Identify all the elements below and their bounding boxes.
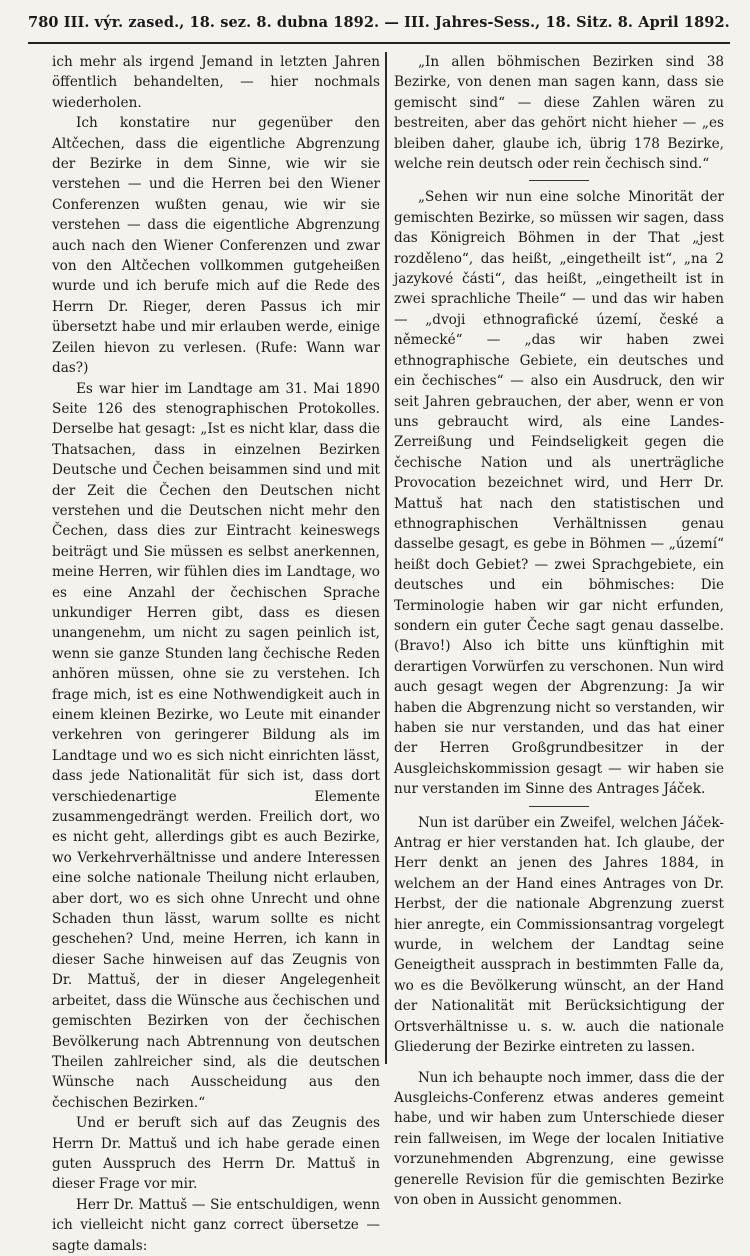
right-column	[394, 52, 724, 1210]
paragraph: Und er beruft sich auf das Zeugnis des Herrn Dr. Mattuš und ich habe gerade einen guten Ausspruch des Herrn Dr. Mattuš in dieser Frage vor mir.	[52, 1115, 380, 1193]
paragraph: Es war hier im Landtage am 31. Mai 1890 Seite 126 des stenographischen Protokolles. Derselbe hat gesagt: „Ist es nicht klar, dass die Thatsachen, dass in einzelnen Bezirken Deutsche und Čechen beisammen sind und mit der Zeit die Čechen den Deutschen nicht verstehen und die Deutschen nicht mehr den Čechen, dass dies zur Eintracht keineswegs beiträgt und Sie müssen es selbst anerkennen, meine Herren, wir fühlen dies im Landtage, wo es eine Anzahl der čechischen Sprache unkundiger Herren gibt, dass es diesen unangenehm, um nicht zu sagen peinlich ist, wenn sie ganze Stunden lang čechische Reden anhören müssen, ohne sie zu verstehen. Ich frage mich, ist es eine Nothwendigkeit auch in einem kleinen Bezirke, wo Leute mit einander verkehren von geringerer Bildung als im Landtage und wo es sich nicht einrichten lässt, dass jede Nationalität für sich ist, dass dort verschiedenartige Elemente zusammengedrängt werden. Freilich dort, wo es nicht geht, allerdings gibt es auch Bezirke, wo Verkehrverhältnisse und andere Interessen eine solche nationale Theilung nicht erlauben, aber dort, wo es sich ohne Unrecht und ohne Schaden thun lässt, warum sollte es nicht geschehen? Und, meine Herren, ich kann in dieser Sache hinweisen auf das Zeugnis von Dr. Mattuš, der in dieser Angelegenheit arbeitet, dass die Wünsche aus čechischen und gemischten Bezirken von der čechischen Bevölkerung nach Abtrennung von deutschen Theilen zahlreicher sind, als die deutschen Wünsche nach Ausscheidung aus den čechischen Bezirken.“	[52, 380, 380, 1111]
header-rule	[28, 42, 730, 44]
page-header: 780 III. výr. zased., 18. sez. 8. dubna 1892. — III. Jahres-Sess., 18. Sitz. 8. April 1892.	[28, 14, 730, 31]
paragraph: ich mehr als irgend Jemand in letzten Jahren öffentlich behandelten, — hier nochmals wiederholen.	[52, 54, 380, 111]
section-divider	[529, 806, 589, 807]
paragraph: Nun ist darüber ein Zweifel, welchen Jáček-Antrag er hier verstanden hat. Ich glaube, der Herr denkt an jenen des Jahres 1884, in welchem an der Hand eines Antrages von Dr. Herbst, der die nationale Abgrenzung zuerst hier anregte, ein Commissionsantrag vorgelegt wurde, in welchem der Landtag seine Geneigtheit aussprach in bestimmten Falle da, wo es die Bevölkerung wünscht, an der Hand der Nationalität mit Berücksichtigung der Ortsverhältnisse u. s. w. auch die nationale Gliederung der Bezirke eintreten zu lassen.	[394, 814, 724, 1056]
paragraph: Herr Dr. Mattuš — Sie entschuldigen, wenn ich vielleicht nicht ganz correct übersetze — sagte damals:	[52, 1196, 380, 1254]
left-column	[52, 52, 380, 1256]
section-divider	[529, 180, 589, 181]
column-divider	[385, 52, 387, 1064]
paragraph: „Sehen wir nun eine solche Minorität der gemischten Bezirke, so müssen wir sagen, dass das Königreich Böhmen in der That „jest rozděleno“, das heißt, „eingetheilt ist“, „na 2 jazykové části“, das heißt, „eingetheilt ist in zwei sprachliche Theile“ — und das wir haben — „dvoji ethnografické území, české a německé“ — „das wir haben zwei ethnographische Gebiete, ein deutsches und ein čechisches“ — also ein Ausdruck, den wir seit Jahren gebrauchen, der aber, wenn er von uns gebraucht wird, als eine Landes-Zerreißung und Feindseligkeit gegen die čechische Nation und als unerträgliche Provocation bezeichnet wird, und Herr Dr. Mattuš hat nach den statistischen und ethnographischen Verhältnissen genau dasselbe gesagt, es gebe in Böhmen — „území“ heißt doch Gebiet? — zwei Sprachgebiete, ein deutsches und ein böhmisches: Die Terminologie haben wir gar nicht erfunden, sondern ein guter Čeche sagt genau dasselbe. (Bravo!) Also ich bitte uns künftighin mit derartigen Vorwürfen zu verschonen. Nun wird auch gesagt wegen der Abgrenzung: Ja wir haben die Abgrenzung nicht so verstanden, wir haben sie nur verstanden, und das hat einer der Herren Großgrundbesitzer in der Ausgleichskommission gesagt — wir haben sie nur verstanden im Sinne des Antrages Jáček.	[394, 189, 724, 798]
paragraph: Nun ich behaupte noch immer, dass die der Ausgleichs-Conferenz etwas anderes gemeint habe, und wir haben zum Unterschiede dieser rein fallweisen, im Wege der localen Initiative vorzunehmenden Abgrenzung, eine gewisse generelle Revision für die gemischten Bezirke von oben in Aussicht genommen.	[394, 1069, 724, 1208]
paragraph: Ich konstatire nur gegenüber den Altčechen, dass die eigentliche Abgrenzung der Bezirke in dem Sinne, wie wir sie verstehen — und die Herren bei den Wiener Conferenzen wußten genau, wie wir sie verstehen — dass die eigentliche Abgrenzung auch nach den Wiener Conferenzen und zwar von den Altčechen vollkommen gutgeheißen wurde und ich berufe mich auf die Rede des Herrn Dr. Rieger, deren Passus ich mir übersetzt habe und mir erlauben werde, einige Zeilen hievon zu verlesen. (Rufe: Wann war das?)	[52, 115, 380, 377]
paragraph: „In allen böhmischen Bezirken sind 38 Bezirke, von denen man sagen kann, dass sie gemischt sind“ — diese Zahlen wären zu bestreiten, aber das gehört nicht hieher — „es bleiben daher, glaube ich, übrig 178 Bezirke, welche rein deutsch oder rein čechisch sind.“	[394, 54, 724, 173]
